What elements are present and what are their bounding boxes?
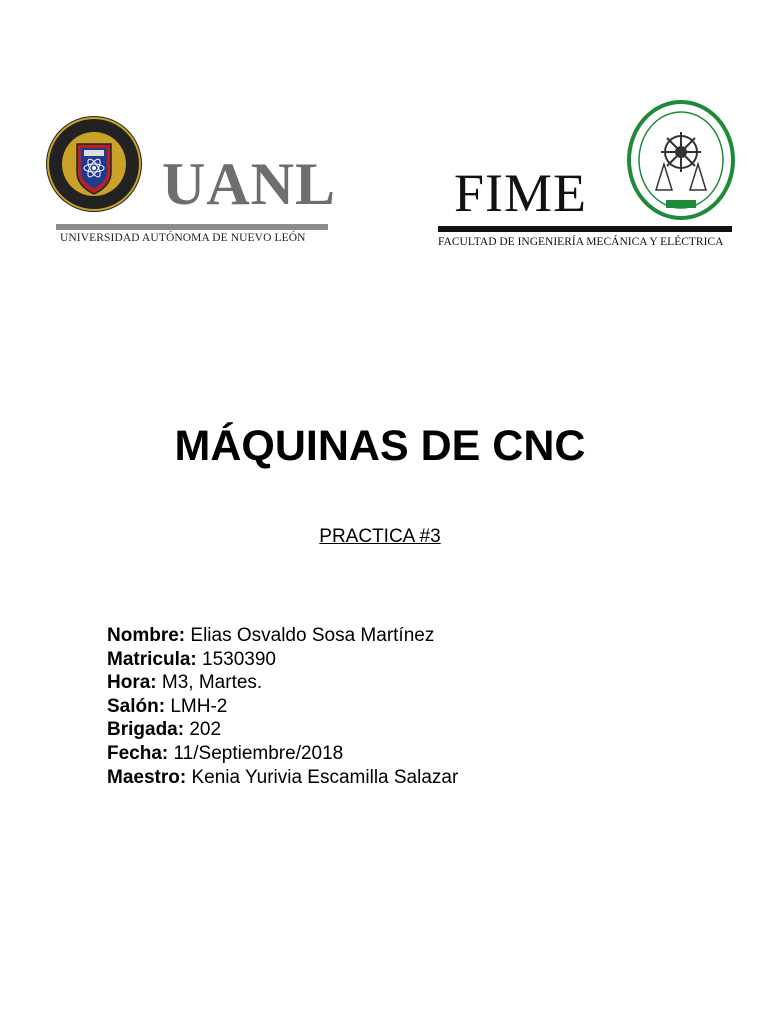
uanl-wordmark: UANL	[162, 151, 337, 217]
fime-logo	[438, 96, 738, 256]
info-row-maestro	[107, 766, 458, 790]
fime-divider	[438, 226, 732, 232]
info-label: Hora:	[107, 672, 157, 694]
document-title: MÁQUINAS DE CNC	[174, 422, 586, 470]
info-value: 11/Septiembre/2018	[168, 742, 344, 764]
practice-number: PRACTICA #3	[319, 526, 441, 547]
info-value: 1530390	[196, 648, 276, 670]
student-info-list	[107, 624, 458, 789]
info-row-salon	[107, 695, 458, 719]
uanl-subtitle: UNIVERSIDAD AUTÓNOMA DE NUEVO LEÓN	[60, 232, 306, 244]
info-label: Maestro:	[107, 766, 187, 788]
uanl-seal-icon	[44, 114, 144, 214]
info-row-hora	[107, 671, 458, 695]
info-row-matricula	[107, 648, 458, 672]
info-label: Salón:	[107, 695, 166, 717]
info-value: Kenia Yurivia Escamilla Salazar	[186, 766, 459, 788]
info-label: Fecha:	[107, 742, 169, 764]
fime-subtitle: FACULTAD DE INGENIERÍA MECÁNICA Y ELÉCTRICA	[438, 236, 724, 248]
info-row-brigada	[107, 718, 458, 742]
info-row-fecha	[107, 742, 458, 766]
info-value: Elias Osvaldo Sosa Martínez	[185, 625, 435, 646]
info-value: M3, Martes.	[156, 672, 263, 694]
info-label: Nombre:	[107, 625, 186, 646]
fime-seal-icon	[626, 100, 736, 224]
fime-wordmark: FIME	[454, 163, 588, 223]
uanl-divider	[56, 224, 328, 230]
uanl-logo	[44, 114, 337, 254]
info-row-nombre	[107, 624, 458, 648]
info-label: Brigada:	[107, 719, 185, 741]
info-label: Matricula:	[107, 648, 197, 670]
info-value: LMH-2	[165, 695, 228, 717]
info-value: 202	[184, 719, 222, 741]
